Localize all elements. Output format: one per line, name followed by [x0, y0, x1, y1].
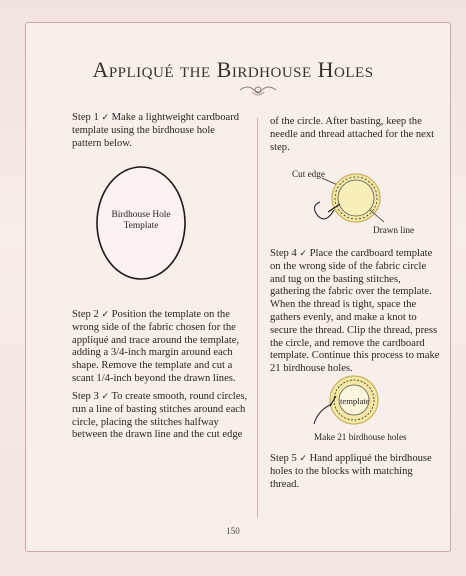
checkmark-icon: ✓	[101, 310, 109, 320]
step-4-label: Step 4	[270, 248, 297, 259]
step-5-text: Hand appliqué the birdhouse holes to the blocks with matching thread.	[270, 453, 432, 490]
drawn-line-label: Drawn line	[373, 225, 415, 235]
step-3-continued: of the circle. After basting, keep the needle and thread attached for the next step.	[270, 116, 435, 153]
template-small-label: template	[340, 396, 370, 406]
step-2-label: Step 2	[72, 309, 99, 320]
step-3-text: To create smooth, round circles, run a line of basting stitches around each circle, placing the stitches halfway between the drawn line and the cut edge	[72, 391, 248, 441]
page-number: 150	[226, 526, 240, 536]
page-title: Appliqué the Birdhouse Holes	[92, 57, 374, 82]
template-label-line-1: Birdhouse Hole	[111, 210, 171, 220]
step-5-label: Step 5	[270, 453, 297, 464]
step-2-text: Position the template on the wrong side of the fabric chosen for the appliqué and trace around the template, adding a 3/4-inch margin around each shape. Remove the template and cut a scant 1/4-inch beyond the drawn lines.	[72, 309, 240, 384]
step-3-label: Step 3	[72, 391, 99, 402]
step-1-label: Step 1	[72, 112, 99, 123]
checkmark-icon: ✓	[299, 249, 307, 259]
flourish-ornament	[238, 82, 278, 98]
cut-edge-label: Cut edge	[292, 169, 325, 179]
step-3	[72, 391, 248, 442]
column-divider	[257, 118, 258, 518]
step-4-text: Place the cardboard template on the wrong side of the fabric circle and tug on the basting stitches, gathering the fabric over the template. When the thread is tight, space the gathers evenly, and make a knot to secure the thread. Clip the thread, press the circle, and remove the cardboard template. Continue this process to make 21 birdhouse holes.	[270, 248, 440, 375]
checkmark-icon: ✓	[101, 392, 109, 402]
step-1-text: Make a lightweight cardboard template using the birdhouse hole pattern below.	[72, 112, 240, 149]
step-4	[270, 248, 442, 376]
checkmark-icon: ✓	[101, 113, 109, 123]
diagram-caption: Make 21 birdhouse holes	[314, 432, 407, 442]
checkmark-icon: ✓	[299, 454, 307, 464]
step-1	[72, 112, 244, 150]
step-2	[72, 309, 248, 386]
template-label-line-2: Template	[123, 221, 159, 231]
step-5	[270, 453, 442, 491]
template-label	[100, 210, 182, 232]
